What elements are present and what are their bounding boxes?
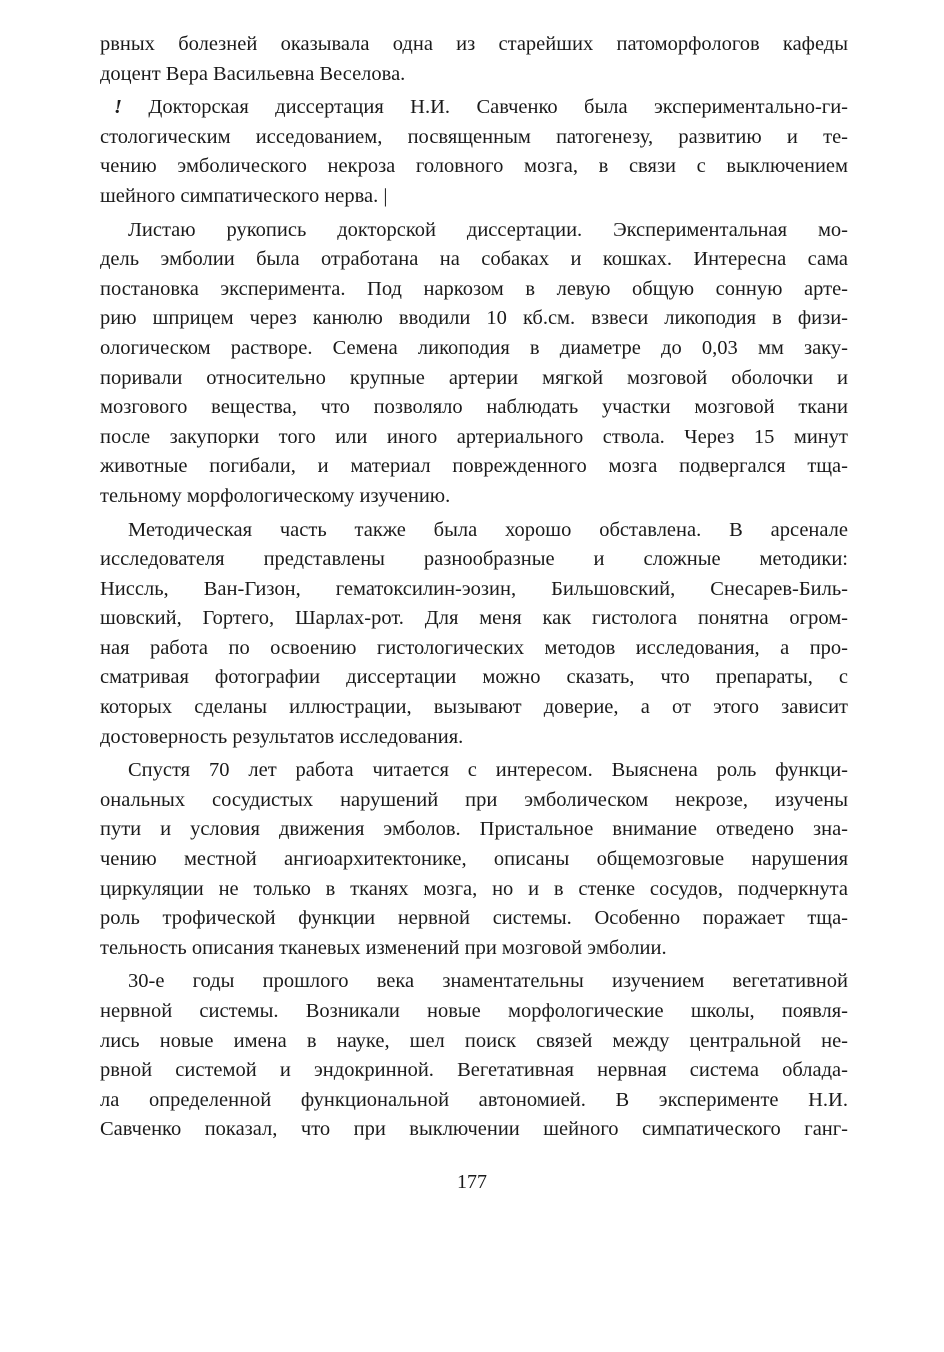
text-line: лись новые имена в науке, шел поиск связей между центральной не- — [100, 1029, 848, 1052]
text-line: постановка эксперимента. Под наркозом в левую общую сонную арте- — [100, 277, 848, 300]
text-line: чению местной ангиоархитектонике, описаны общемозговые нарушения — [100, 848, 848, 871]
text-line: Ниссль, Ван-Гизон, гематоксилин-эозин, Бильшовский, Снесарев-Биль- — [100, 577, 848, 600]
text-line: Методическая часть также была хорошо обставлена. В арсенале — [128, 518, 848, 541]
paragraph-methods — [100, 516, 848, 753]
text-line: ная работа по освоению гистологических методов исследования, а про- — [100, 636, 848, 659]
text-line: ологическом растворе. Семена ликоподия в диаметре до 0,03 мм заку- — [100, 336, 848, 359]
page-number: 177 — [457, 1171, 487, 1193]
text-line: циркуляции не только в тканях мозга, но и в стенке сосудов, подчеркнута — [100, 877, 848, 900]
text-line: рвных болезней оказывала одна из старейших патоморфологов кафеды — [100, 33, 848, 55]
text-line: сматривая фотографии диссертации можно сказать, что препараты, с — [100, 666, 848, 689]
paragraph-seventy-years — [100, 756, 848, 963]
text-line: достоверность результатов исследования. — [100, 725, 464, 748]
paragraph-dissertation — [100, 216, 848, 512]
text-line: шовский, Гортего, Шарлах-рот. Для меня как гистолога понятна огром- — [100, 607, 848, 630]
text-line: дель эмболии была отработана на собаках и кошках. Интересна сама — [100, 248, 848, 271]
exclamation-mark: ! — [114, 96, 122, 119]
text-line: 30-е годы прошлого века знаментательны изучением вегетативной — [128, 970, 848, 993]
text-line: рвной системой и эндокринной. Вегетативная нервная система облада- — [100, 1059, 848, 1082]
text-line: роль трофической функции нервной системы. Особенно поражает тща- — [100, 907, 848, 930]
page-body — [100, 30, 848, 1145]
text-line: Спустя 70 лет работа читается с интересом. Выяснена роль функци- — [128, 759, 848, 782]
text-line: шейного симпатического нерва. | — [100, 184, 388, 207]
text-line: которых сделаны иллюстрации, вызывают доверие, а от этого зависит — [100, 696, 848, 719]
text-line: ональных сосудистых нарушений при эмболическом некрозе, изучены — [100, 788, 848, 811]
text-line: стологическим исседованием, посвященным патогенезу, развитию и те- — [100, 125, 848, 148]
text-line: доцент Вера Васильевна Веселова. — [100, 62, 406, 85]
text-line: рию шприцем через канюлю вводили 10 кб.см. взвеси ликоподия в физи- — [100, 307, 848, 330]
text-line-content: Докторская диссертация Н.И. Савченко была экспериментально-ги- — [121, 96, 848, 119]
text-line: тельному морфологическому изучению. — [100, 484, 451, 507]
paragraph-marked — [100, 93, 848, 211]
text-line: животные погибали, и материал поврежденного мозга подвергался тща- — [100, 455, 848, 478]
paragraph-continuation — [100, 30, 848, 89]
text-line-first — [100, 93, 848, 123]
text-line: Листаю рукопись докторской диссертации. Экспериментальная мо- — [128, 218, 848, 241]
text-line: тельность описания тканевых изменений при мозговой эмболии. — [100, 936, 667, 959]
text-line: поривали относительно крупные артерии мягкой мозговой оболочки и — [100, 366, 848, 389]
text-line: исследователя представлены разнообразные и сложные методики: — [100, 548, 848, 571]
text-line: нервной системы. Возникали новые морфологические школы, появля- — [100, 1000, 848, 1022]
paragraph-thirties — [100, 967, 848, 1145]
text-line: ла определенной функциональной автономией. В эксперименте Н.И. — [100, 1088, 848, 1111]
text-line: мозгового вещества, что позволяло наблюдать участки мозговой ткани — [100, 396, 848, 419]
text-line: Савченко показал, что при выключении шейного симпатического ганг- — [100, 1118, 848, 1141]
text-line: после закупорки того или иного артериального ствола. Через 15 минут — [100, 425, 848, 448]
text-line: пути и условия движения эмболов. Пристальное внимание отведено зна- — [100, 818, 848, 841]
text-line: чению эмболического некроза головного мозга, в связи с выключением — [100, 155, 848, 178]
